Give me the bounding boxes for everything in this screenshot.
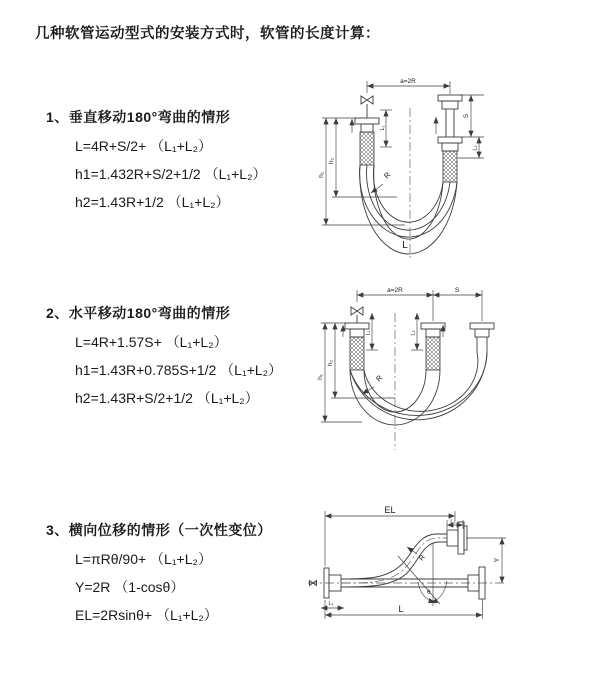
dimension-l (325, 599, 483, 619)
label-l1: L₁ (328, 601, 334, 607)
formula-line: Y=2R （1-cosθ） (75, 579, 185, 595)
left-flange-fitting (345, 323, 369, 370)
dimension-l1 (380, 110, 392, 147)
braided-section (350, 337, 364, 370)
formula-line: L=πRθ/90+ （L₁+L₂） (75, 551, 212, 567)
label-r: R (418, 553, 427, 563)
valve-icon (351, 307, 363, 323)
dimension-l1 (366, 313, 379, 350)
label-l2: L₂ (472, 145, 479, 151)
braided-section (443, 151, 457, 182)
braided-section (426, 337, 440, 370)
label-a2r: a=2R (387, 287, 403, 294)
label-s: S (454, 287, 460, 294)
label-h1: h₁ (318, 172, 325, 178)
left-flange-fitting (355, 118, 379, 165)
right-flange-fitting (470, 323, 494, 352)
dimension-l1 (321, 601, 344, 608)
diagram-2-horizontal-180-bend (300, 280, 600, 470)
hose-curves (360, 165, 457, 254)
label-r: R (374, 373, 385, 384)
label-l1: L₁ (380, 125, 386, 131)
label-a2r: a=2R (400, 78, 416, 85)
section-2-formulas (75, 328, 282, 412)
label-h2: h₂ (327, 359, 334, 367)
label-l: L (402, 240, 408, 251)
label-r: R (382, 170, 393, 181)
label-theta: θ (427, 589, 431, 596)
section-1-formulas (75, 132, 267, 216)
section-3-heading: 3、横向位移的情形（一次性变位） (46, 522, 272, 538)
dimension-a2r-s (357, 287, 482, 321)
label-h2: h₂ (328, 157, 335, 165)
dimension-s-l2 (458, 95, 484, 158)
section-3-formulas (75, 545, 272, 629)
right-flange-fittings (438, 95, 462, 182)
diagram-3-lateral-displacement (300, 498, 600, 650)
formula-line: h2=1.43R+1/2 （L₁+L₂） (75, 194, 230, 210)
label-l2: L₂ (450, 519, 456, 525)
diagram-1-vertical-180-bend (300, 70, 600, 265)
formula-line: h1=1.43R+0.785S+1/2 （L₁+L₂） (75, 362, 283, 378)
label-s: S (463, 113, 470, 119)
formula-line: h1=1.432R+S/2+1/2 （L₁+L₂） (75, 166, 267, 182)
formula-line: h2=1.43R+S/2+1/2 （L₁+L₂） (75, 390, 259, 406)
middle-flange-fitting (421, 323, 445, 370)
formula-line: L=4R+1.57S+ （L₁+L₂） (75, 334, 228, 350)
section-vertical-movement (46, 107, 267, 216)
hose-curves (350, 352, 487, 425)
dimension-a2r (367, 78, 450, 94)
label-y: Y (494, 557, 501, 563)
section-1-heading: 1、垂直移动180°弯曲的情形 (46, 109, 231, 125)
valve-icon (361, 96, 373, 118)
braided-section (360, 132, 374, 165)
dimension-l2 (447, 519, 463, 529)
label-el: EL (384, 505, 396, 515)
dimension-y (466, 538, 506, 583)
page-title: 几种软管运动型式的安装方式时，软管的长度计算： (35, 26, 380, 42)
section-horizontal-movement (46, 303, 282, 412)
label-l2: L₂ (410, 330, 417, 336)
section-2-heading: 2、水平移动180°弯曲的情形 (46, 305, 231, 321)
label-l1: L₁ (365, 330, 372, 336)
label-l: L (398, 604, 404, 614)
dimension-l2 (411, 313, 424, 350)
upper-right-flange-fitting (447, 522, 467, 554)
label-h1: h₁ (317, 374, 324, 380)
section-lateral-displacement (46, 520, 272, 629)
formula-line: EL=2Rsinθ+ （L₁+L₂） (75, 607, 218, 623)
dimension-el (325, 505, 455, 566)
formula-line: L=4R+S/2+ （L₁+L₂） (75, 138, 213, 154)
